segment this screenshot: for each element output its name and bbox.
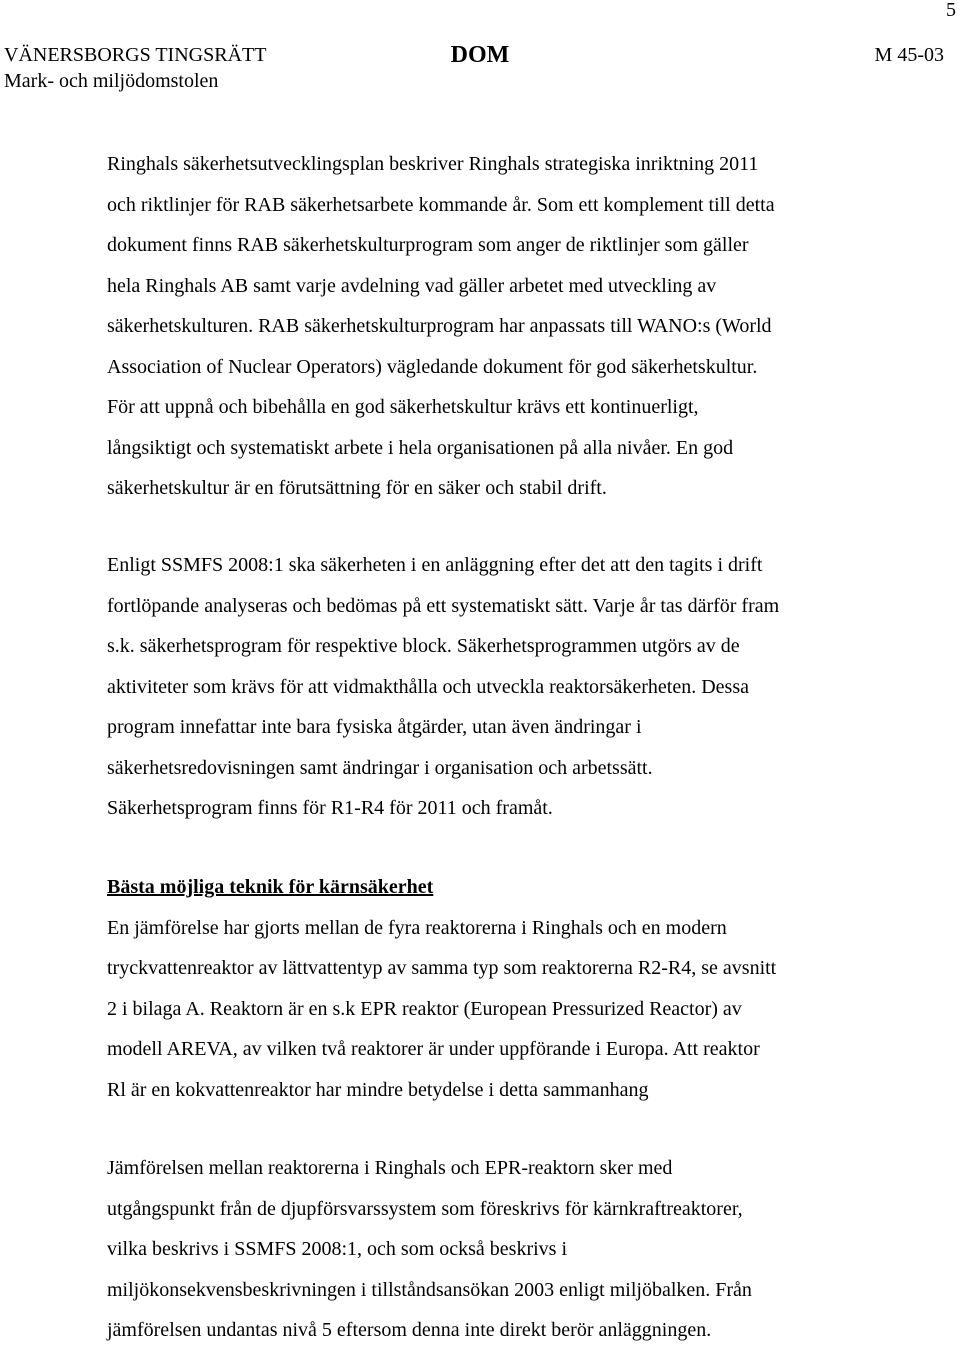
text-line: miljökonsekvensbeskrivningen i tillståndsansökan 2003 enligt miljöbalken. Från — [107, 1278, 752, 1301]
text-line: säkerhetskulturen. RAB säkerhetskulturprogram har anpassats till WANO:s (World — [107, 315, 772, 337]
text-line: tryckvattenreaktor av lättvattentyp av samma typ som reaktorerna R2-R4, se avsnitt — [107, 957, 777, 979]
text-line: Ringhals säkerhetsutvecklingsplan beskriver Ringhals strategiska inriktning 2011 — [107, 153, 759, 175]
page-number: 5 — [946, 0, 956, 21]
text-line: Enligt SSMFS 2008:1 ska säkerheten i en anläggning efter det att den tagits i drift — [107, 554, 763, 576]
case-number: M 45-03 — [874, 44, 944, 66]
text-line: aktiviteter som krävs för att vidmakthålla och utveckla reaktorsäkerheten. Dessa — [107, 675, 749, 698]
text-line: För att uppnå och bibehålla en god säkerhetskultur krävs ett kontinuerligt, — [107, 396, 699, 418]
section-best-technology — [107, 867, 887, 1110]
court-name: VÄNERSBORGS TINGSRÄTT — [4, 44, 267, 66]
text-line: Rl är en kokvattenreaktor har mindre betydelse i detta sammanhang — [107, 1078, 649, 1101]
text-line: hela Ringhals AB samt varje avdelning vad gäller arbetet med utveckling av — [107, 274, 717, 297]
text-line: säkerhetskultur är en förutsättning för en säker och stabil drift. — [107, 477, 607, 499]
paragraph-comparison — [107, 1148, 887, 1351]
text-line: En jämförelse har gjorts mellan de fyra reaktorerna i Ringhals och en modern — [107, 916, 727, 939]
text-line: och riktlinjer för RAB säkerhetsarbete kommande år. Som ett komplement till detta — [107, 193, 775, 216]
text-line: vilka beskrivs i SSMFS 2008:1, och som också beskrivs i — [107, 1238, 568, 1260]
text-line: modell AREVA, av vilken två reaktorer är under uppförande i Europa. Att reaktor — [107, 1038, 760, 1060]
paragraph-safety-culture — [107, 144, 887, 509]
text-line: långsiktigt och systematiskt arbete i hela organisationen på alla nivåer. En god — [107, 436, 734, 459]
text-line: säkerhetsredovisningen samt ändringar i organisation och arbetssätt. — [107, 756, 653, 779]
court-division: Mark- och miljödomstolen — [4, 70, 219, 92]
text-line: 2 i bilaga A. Reaktorn är en s.k EPR reaktor (European Pressurized Reactor) av — [107, 997, 742, 1020]
text-line: Säkerhetsprogram finns för R1-R4 för 2011 och framåt. — [107, 797, 553, 819]
text-line: Association of Nuclear Operators) vägledande dokument för god säkerhetskultur. — [107, 355, 758, 378]
text-line: Jämförelsen mellan reaktorerna i Ringhals och EPR-reaktorn sker med — [107, 1157, 673, 1179]
text-line: jämförelsen undantas nivå 5 eftersom denna inte direkt berör anläggningen. — [107, 1319, 712, 1341]
document-type: DOM — [450, 42, 510, 68]
text-line: program innefattar inte bara fysiska åtgärder, utan även ändringar i — [107, 716, 642, 738]
paragraph-safety-program — [107, 545, 887, 829]
text-line: utgångspunkt från de djupförsvarssystem som föreskrivs för kärnkraftreaktorer, — [107, 1197, 743, 1220]
text-line: dokument finns RAB säkerhetskulturprogram som anger de riktlinjer som gäller — [107, 234, 749, 256]
text-line: fortlöpande analyseras och bedömas på ett systematiskt sätt. Varje år tas därför fram — [107, 594, 780, 617]
section-heading: Bästa möjliga teknik för kärnsäkerhet — [107, 876, 434, 898]
text-line: s.k. säkerhetsprogram för respektive block. Säkerhetsprogrammen utgörs av de — [107, 635, 740, 657]
